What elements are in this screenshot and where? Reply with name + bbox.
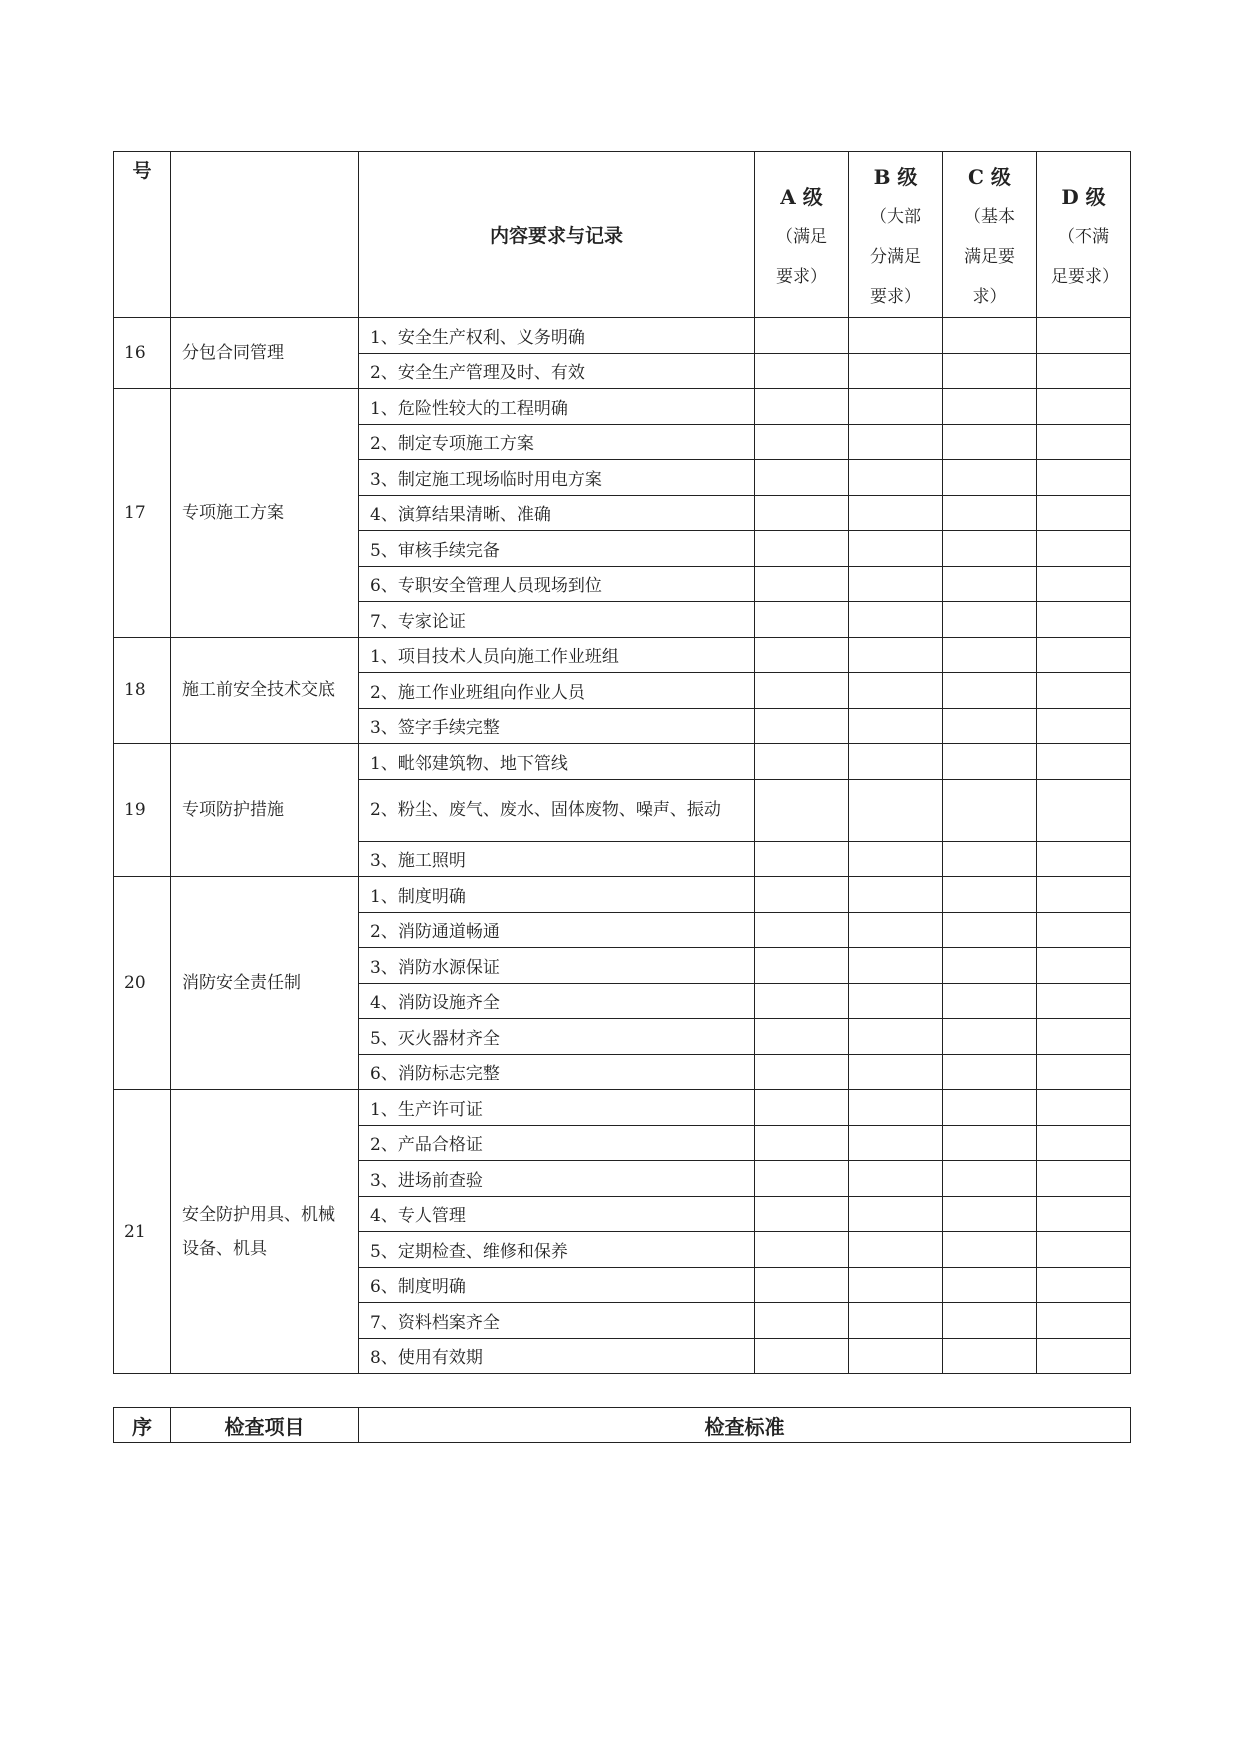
grade-b-desc: （大部分满足要求） [870,206,921,307]
header-grade-b [849,152,943,318]
table-row [114,744,1131,780]
standard-text: 1、安全生产权利、义务明确 [359,318,755,354]
grade-a-cell[interactable] [755,1125,849,1161]
grade-a-cell[interactable] [755,948,849,984]
grade-b-cell[interactable] [849,353,943,389]
grade-b-cell[interactable] [849,983,943,1019]
grade-c-cell[interactable] [943,1054,1037,1090]
standard-text: 7、资料档案齐全 [359,1303,755,1339]
footer-number-header: 序 [114,1408,171,1443]
grade-a-cell[interactable] [755,460,849,496]
grade-a-cell[interactable] [755,744,849,780]
grade-c-cell[interactable] [943,389,1037,425]
grade-b-cell[interactable] [849,1338,943,1374]
standard-text: 1、项目技术人员向施工作业班组 [359,637,755,673]
grade-c-cell[interactable] [943,1232,1037,1268]
grade-b-cell[interactable] [849,1232,943,1268]
grade-c-cell[interactable] [943,841,1037,877]
grade-d-cell[interactable] [1037,877,1131,913]
grade-b-cell[interactable] [849,531,943,567]
check-item: 施工前安全技术交底 [171,637,359,744]
grade-a-cell[interactable] [755,1196,849,1232]
grade-d-cell[interactable] [1037,1054,1131,1090]
grade-d-cell[interactable] [1037,460,1131,496]
table-row [114,637,1131,673]
grade-d-cell[interactable] [1037,912,1131,948]
grade-c-cell[interactable] [943,637,1037,673]
table-row [114,1090,1131,1126]
grade-a-cell[interactable] [755,424,849,460]
standard-text: 5、灭火器材齐全 [359,1019,755,1055]
grade-b-cell[interactable] [849,1019,943,1055]
grade-c-cell[interactable] [943,566,1037,602]
grade-c-cell[interactable] [943,708,1037,744]
grade-d-cell[interactable] [1037,637,1131,673]
grade-b-cell[interactable] [849,1054,943,1090]
standard-text: 1、制度明确 [359,877,755,913]
standard-text: 1、生产许可证 [359,1090,755,1126]
grade-a-cell[interactable] [755,318,849,354]
grade-c-cell[interactable] [943,779,1037,841]
grade-a-desc: （满足要求） [776,226,827,287]
grade-c-cell[interactable] [943,1019,1037,1055]
grade-d-cell[interactable] [1037,1125,1131,1161]
standard-text: 5、定期检查、维修和保养 [359,1232,755,1268]
standard-text: 3、施工照明 [359,841,755,877]
grade-b-cell[interactable] [849,744,943,780]
item-number: 17 [114,389,171,638]
grade-b-cell[interactable] [849,637,943,673]
grade-d-cell[interactable] [1037,566,1131,602]
grade-b-cell[interactable] [849,460,943,496]
grade-b-cell[interactable] [849,318,943,354]
grade-c-cell[interactable] [943,460,1037,496]
grade-c-cell[interactable] [943,1267,1037,1303]
grade-c-cell[interactable] [943,744,1037,780]
grade-b-cell[interactable] [849,673,943,709]
standard-text: 3、进场前查验 [359,1161,755,1197]
grade-c-cell[interactable] [943,1338,1037,1374]
grade-d-cell[interactable] [1037,1338,1131,1374]
standard-text: 6、消防标志完整 [359,1054,755,1090]
grade-a-cell[interactable] [755,841,849,877]
check-item: 专项防护措施 [171,744,359,877]
grade-a-title: A 级 [780,184,823,209]
grade-d-title: D 级 [1061,184,1106,209]
item-number: 19 [114,744,171,877]
grade-a-cell[interactable] [755,1267,849,1303]
grade-d-cell[interactable] [1037,708,1131,744]
grade-c-desc: （基本满足要求） [964,206,1015,307]
grade-d-cell[interactable] [1037,424,1131,460]
grade-b-cell[interactable] [849,877,943,913]
grade-b-cell[interactable] [849,1196,943,1232]
grade-a-cell[interactable] [755,1161,849,1197]
grade-c-cell[interactable] [943,912,1037,948]
table-row [114,389,1131,425]
inspection-table [113,151,1131,1374]
grade-d-cell[interactable] [1037,1019,1131,1055]
grade-a-cell[interactable] [755,495,849,531]
grade-c-cell[interactable] [943,353,1037,389]
table-row [114,318,1131,354]
grade-c-cell[interactable] [943,1303,1037,1339]
grade-a-cell[interactable] [755,353,849,389]
grade-d-cell[interactable] [1037,389,1131,425]
standard-text: 6、专职安全管理人员现场到位 [359,566,755,602]
grade-c-title: C 级 [968,164,1011,189]
grade-d-cell[interactable] [1037,744,1131,780]
grade-c-cell[interactable] [943,424,1037,460]
grade-d-cell[interactable] [1037,495,1131,531]
grade-b-cell[interactable] [849,708,943,744]
grade-d-cell[interactable] [1037,1196,1131,1232]
check-item: 分包合同管理 [171,318,359,389]
grade-b-cell[interactable] [849,948,943,984]
grade-a-cell[interactable] [755,1338,849,1374]
grade-b-cell[interactable] [849,1267,943,1303]
grade-c-cell[interactable] [943,318,1037,354]
grade-d-cell[interactable] [1037,1267,1131,1303]
grade-c-cell[interactable] [943,1196,1037,1232]
grade-a-cell[interactable] [755,912,849,948]
header-grade-c [943,152,1037,318]
grade-a-cell[interactable] [755,389,849,425]
grade-a-cell[interactable] [755,531,849,567]
grade-b-cell[interactable] [849,566,943,602]
check-item: 专项施工方案 [171,389,359,638]
check-item: 安全防护用具、机械设备、机具 [171,1090,359,1374]
grade-c-cell[interactable] [943,877,1037,913]
grade-a-cell[interactable] [755,877,849,913]
grade-d-cell[interactable] [1037,602,1131,638]
standard-text: 3、制定施工现场临时用电方案 [359,460,755,496]
item-number: 16 [114,318,171,389]
grade-d-cell[interactable] [1037,983,1131,1019]
standard-text: 6、制度明确 [359,1267,755,1303]
standard-text: 4、演算结果清晰、准确 [359,495,755,531]
grade-d-cell[interactable] [1037,531,1131,567]
item-number: 18 [114,637,171,744]
grade-d-cell[interactable] [1037,673,1131,709]
grade-b-cell[interactable] [849,389,943,425]
standard-text: 2、粉尘、废气、废水、固体废物、噪声、振动 [359,779,755,841]
grade-d-cell[interactable] [1037,948,1131,984]
standard-text: 8、使用有效期 [359,1338,755,1374]
header-item-blank [171,152,359,318]
grade-b-cell[interactable] [849,1303,943,1339]
grade-d-desc: （不满足要求） [1051,226,1119,287]
grade-a-cell[interactable] [755,1232,849,1268]
table-row [114,877,1131,913]
grade-c-cell[interactable] [943,983,1037,1019]
header-row [114,152,1131,318]
grade-b-cell[interactable] [849,1161,943,1197]
grade-c-cell[interactable] [943,531,1037,567]
standard-text: 2、安全生产管理及时、有效 [359,353,755,389]
grade-d-cell[interactable] [1037,1161,1131,1197]
grade-a-cell[interactable] [755,602,849,638]
grade-a-cell[interactable] [755,1019,849,1055]
grade-a-cell[interactable] [755,983,849,1019]
grade-a-cell[interactable] [755,708,849,744]
grade-b-cell[interactable] [849,779,943,841]
grade-c-cell[interactable] [943,495,1037,531]
header-number: 号 [114,152,171,318]
standard-text: 2、产品合格证 [359,1125,755,1161]
grade-b-cell[interactable] [849,495,943,531]
grade-b-cell[interactable] [849,1125,943,1161]
grade-d-cell[interactable] [1037,318,1131,354]
grade-d-cell[interactable] [1037,1232,1131,1268]
grade-c-cell[interactable] [943,1125,1037,1161]
standard-text: 7、专家论证 [359,602,755,638]
footer-standard-header: 检查标准 [359,1408,1131,1443]
standard-text: 3、签字手续完整 [359,708,755,744]
standard-text: 5、审核手续完备 [359,531,755,567]
item-number: 21 [114,1090,171,1374]
grade-c-cell[interactable] [943,673,1037,709]
grade-b-cell[interactable] [849,424,943,460]
grade-c-cell[interactable] [943,1090,1037,1126]
grade-b-cell[interactable] [849,602,943,638]
grade-d-cell[interactable] [1037,353,1131,389]
grade-c-cell[interactable] [943,1161,1037,1197]
item-number: 20 [114,877,171,1090]
grade-a-cell[interactable] [755,637,849,673]
standard-text: 3、消防水源保证 [359,948,755,984]
repeat-header-row [114,1408,1131,1443]
grade-b-cell[interactable] [849,912,943,948]
grade-b-cell[interactable] [849,1090,943,1126]
grade-a-cell[interactable] [755,673,849,709]
grade-a-cell[interactable] [755,1303,849,1339]
grade-b-cell[interactable] [849,841,943,877]
grade-b-title: B 级 [873,164,918,189]
repeat-header-table [113,1407,1131,1443]
grade-c-cell[interactable] [943,948,1037,984]
standard-text: 1、毗邻建筑物、地下管线 [359,744,755,780]
grade-a-cell[interactable] [755,566,849,602]
footer-item-header: 检查项目 [171,1408,359,1443]
header-grade-a [755,152,849,318]
grade-a-cell[interactable] [755,779,849,841]
standard-text: 2、制定专项施工方案 [359,424,755,460]
standard-text: 2、施工作业班组向作业人员 [359,673,755,709]
header-grade-d [1037,152,1131,318]
grade-a-cell[interactable] [755,1054,849,1090]
grade-a-cell[interactable] [755,1090,849,1126]
grade-d-cell[interactable] [1037,1090,1131,1126]
check-item: 消防安全责任制 [171,877,359,1090]
standard-text: 1、危险性较大的工程明确 [359,389,755,425]
standard-text: 4、消防设施齐全 [359,983,755,1019]
grade-d-cell[interactable] [1037,841,1131,877]
standard-text: 4、专人管理 [359,1196,755,1232]
grade-d-cell[interactable] [1037,1303,1131,1339]
standard-text: 2、消防通道畅通 [359,912,755,948]
grade-c-cell[interactable] [943,602,1037,638]
grade-d-cell[interactable] [1037,779,1131,841]
header-content: 内容要求与记录 [359,152,755,318]
